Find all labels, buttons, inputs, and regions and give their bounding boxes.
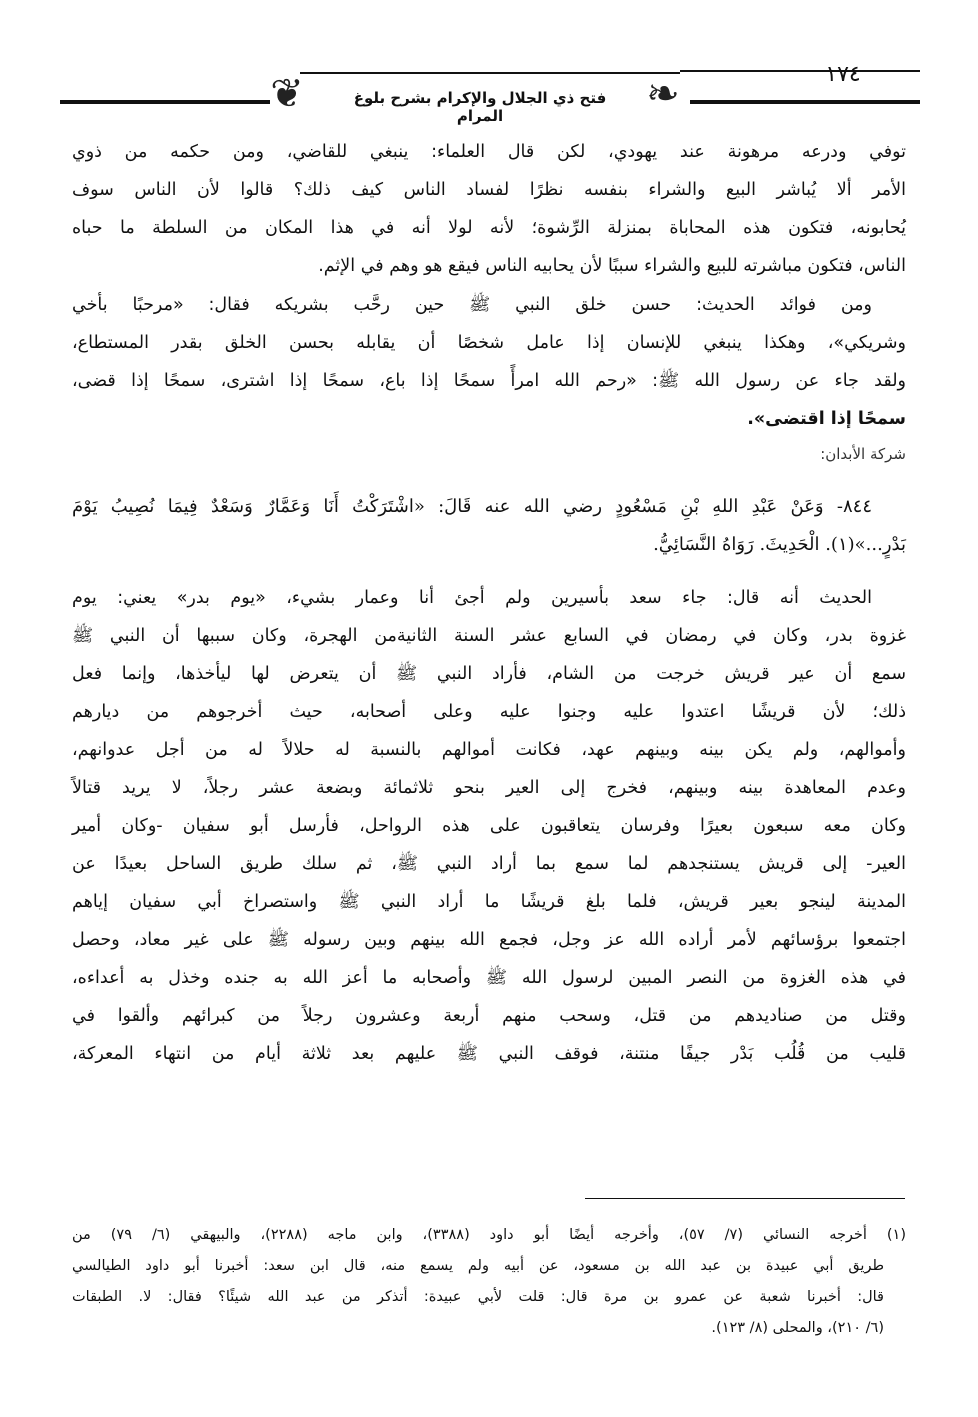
body-line: وكان معه سبعون بعيرًا وفرسان يتعاقبون على هذه الرواحل، فأرسل أبو سفيان -وكان أمير [72,816,906,836]
footnote-line: (٦/ ٢١٠)، والمحلى (٨/ ١٢٣). [711,1320,884,1336]
section-heading: شركة الأبدان: [820,445,906,463]
footnote-line: طريق أبي عبيدة بن عبد الله بن مسعود، عن أبيه ولم يسمع منه، قال ابن سعد: أخبرنا أبو داود الطيالسي [72,1258,884,1274]
body-line: وأموالهم، ولم يكن بينه وبينهم عهد، فكانت أموالهم بالنسبة له حلالاً له من أجل عدوانهم، [72,740,906,760]
header-rule-right [690,100,920,104]
body-line: المدينة لينجو بعير قريش، فلما بلغ قريشًا ما أراد النبي ﷺ واستصراخ أبي سفيان إياهم [72,892,906,912]
body-line: في هذه الغزوة من النصر المبين لرسول الله ﷺ وأصحابه ما أعز الله به جنده وخذل به أعداءه، [72,968,906,988]
body-line: وعدم المعاهدة بينه وبينهم، فخرج إلى العير بنحو ثلاثمائة وبضعة عشر رجلاً، لا يريد قتالاً [72,778,906,798]
page-number: ١٧٤ [825,62,861,87]
ornament-left-icon: ❦ [270,71,304,117]
body-line: اجتمعوا برؤسائهم لأمر أراده الله عز وجل، فجمع الله بينهم وبين رسوله ﷺ على غير معاد، وحصل [72,930,906,950]
body-line: قليب من قُلُب بَدْر جيفًا منتنة، فوقف النبي ﷺ عليهم بعد ثلاثة أيام من انتهاء المعركة، [72,1044,906,1064]
body-line: توفي ودرعه مرهونة عند يهودي، لكن قال العلماء: ينبغي للقاضي، ومن حكمه من ذوي [72,142,906,162]
body-line: ومن فوائد الحديث: حسن خلق النبي ﷺ حين رحَّب بشريكه فقال: «مرحبًا بأخي [72,295,872,315]
body-line: العير- إلى قريش يستنجدهم لما سمع بما أراد النبي ﷺ، ثم سلك طريق الساحل بعيدًا عن [72,854,906,874]
body-line: سمحًا إذا اقتضى». [747,409,906,429]
body-line: الناس، فتكون مباشرته للبيع والشراء سببًا لأن يحابيه الناس فيقع هو وهم في الإثم. [318,256,906,276]
body-line: يُحابونه، فتكون هذه المحاباة بمنزلة الرِّشوة؛ لأنه لولا أنه في هذا المكان من السلطة ما حباه [72,218,906,238]
body-line: وشريكي»، وهكذا ينبغي للإنسان إذا عامل شخصًا أن يقابله بحسن الخلق بقدر المستطاع، [72,333,906,353]
hadith-line: ٨٤٤- وَعَنْ عَبْدِ اللهِ بْنِ مَسْعُودٍ رضي الله عنه قَالَ: «اشْتَرَكْتُ أَنَا وَعَمَّارٌ وَسَعْدٌ فِيمَا نُصِيبُ يَوْمَ [72,496,872,517]
header-rule-center [300,72,680,74]
body-line: ولقد جاء عن رسول الله ﷺ: «رحم الله امرأً سمحًا إذا باع، سمحًا إذا اشترى، سمحًا إذا قضى، [72,371,906,391]
body-line: سمع أن عير قريش خرجت من الشام، فأراد النبي ﷺ أن يتعرض لها ليأخذها، وإنما فعل [72,664,906,684]
ornament-right-icon: ❧ [646,71,680,117]
body-line: الحديث أنه قال: جاء سعد بأسيرين ولم أجئ أنا وعمار بشيء، «يوم بدر» يعني: يوم [72,588,872,608]
body-line: ذلك؛ لأن قريشًا اعتدوا عليه وجنوا عليه وعلى أصحابه، حيث أخرجوهم من ديارهم [72,702,906,722]
footnote-line: (١) أخرجه النسائي (٧/ ٥٧)، وأخرجه أيضًا أبو داود (٣٣٨٨)، وابن ماجه (٢٢٨٨)، والبيهقي (٦/ ٧٩) من [72,1227,906,1243]
footnote-line: قال: أخبرنا شعبة عن عمرو بن مرة قال: قلت لأبي عبيدة: أتذكر من عبد الله شيئًا؟ فقال: لا. الطبقات [72,1289,884,1305]
body-line: وقتل من صناديدهم من قتل، وسحب منهم أربعة وعشرون رجلاً من كبرائهم وألقوا في [72,1006,906,1026]
body-line: غزوة بدر، وكان في رمضان في السابع عشر السنة الثانيةمن الهجرة، وكان سببها أن النبي ﷺ [72,626,906,646]
header-rule-right-top [680,70,920,72]
running-title: فتح ذي الجلال والإكرام بشرح بلوغ المرام [353,89,607,125]
body-line: الأمر ألا يُباشر البيع والشراء بنفسه نظرًا لفساد الناس كيف ذلك؟ قالوا لأن الناس سوف [72,180,906,200]
hadith-line: بَدْرٍ...»(١). الْحَدِيثَ. رَوَاهُ النَّسَائِيُّ. [653,534,906,555]
header-rule-left [60,100,270,104]
footnote-separator [585,1198,905,1199]
